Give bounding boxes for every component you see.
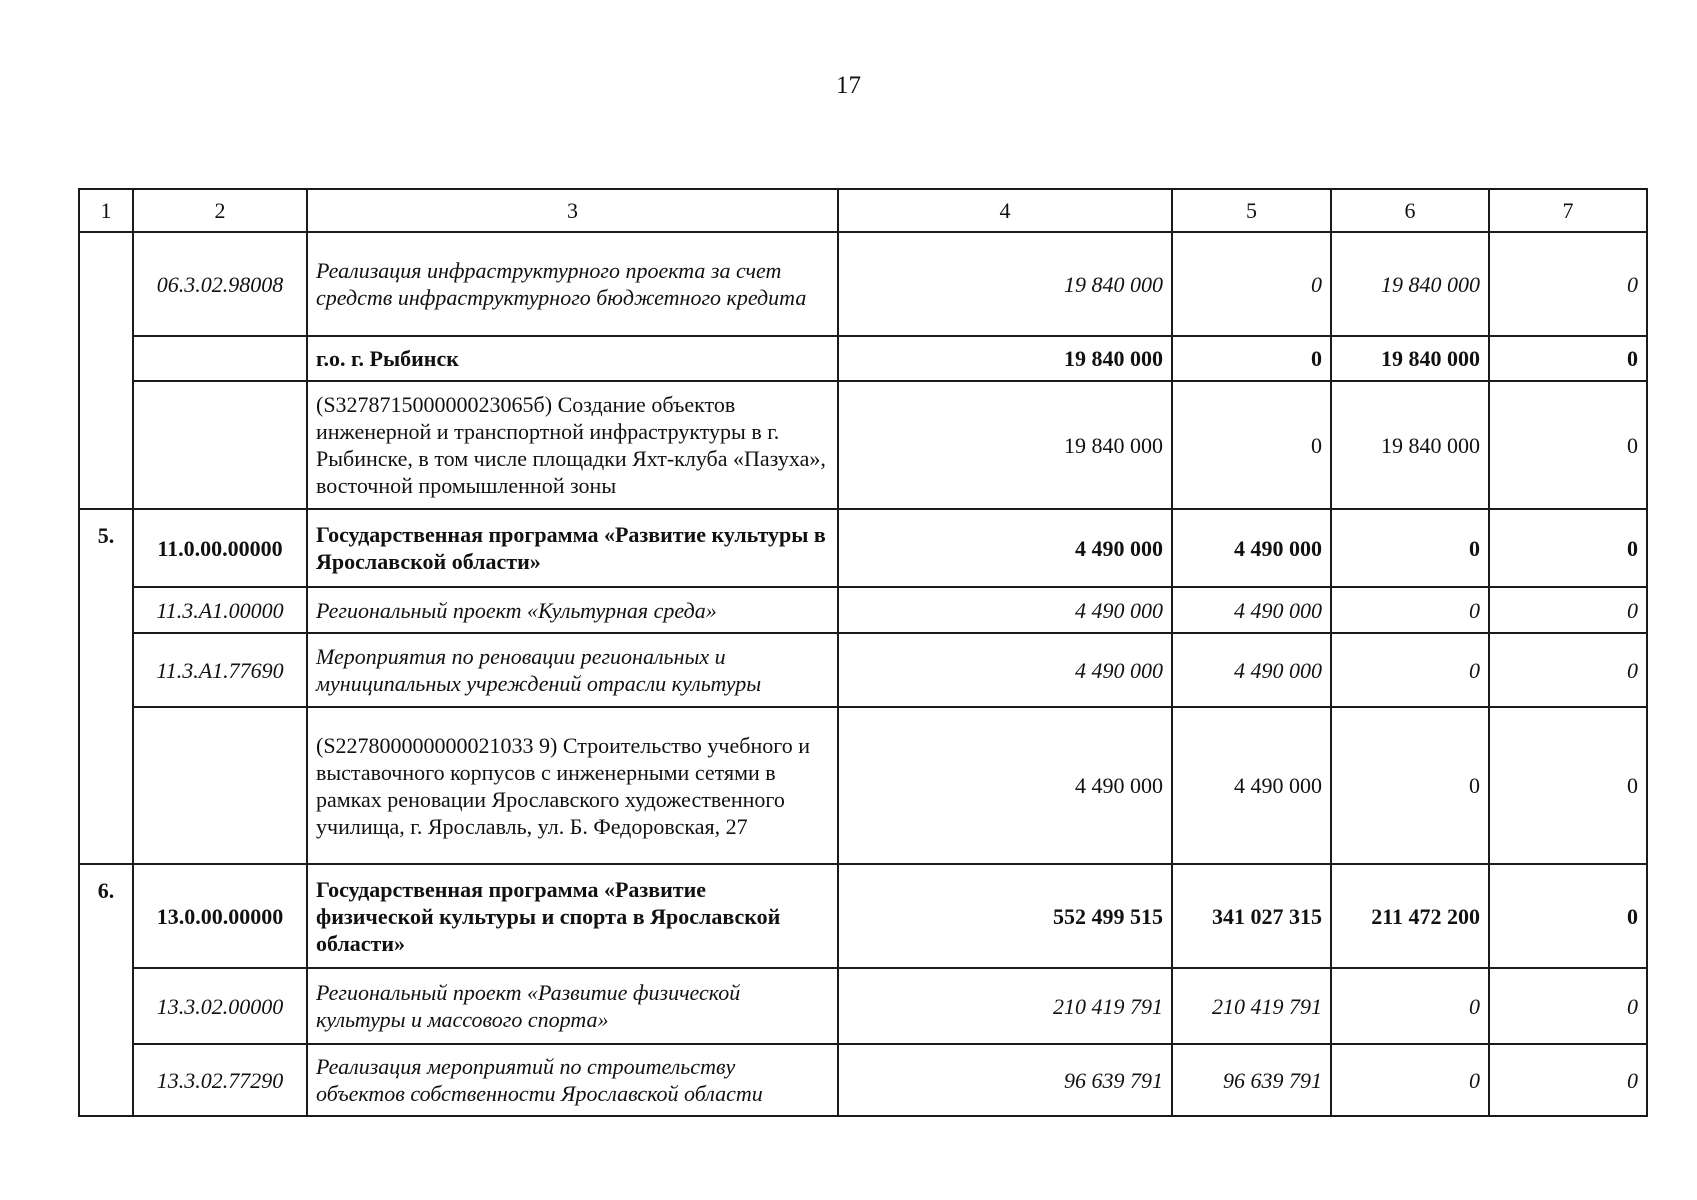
page-number: 17 <box>836 72 861 99</box>
name-cell: Реализация мероприятий по строительству объектов собственности Ярославской области <box>307 1044 838 1116</box>
table-row <box>79 509 1647 587</box>
header-cell-1: 1 <box>79 189 133 232</box>
value-cell-7: 0 <box>1489 232 1647 336</box>
value-cell-7: 0 <box>1489 707 1647 864</box>
header-cell-4: 4 <box>838 189 1172 232</box>
header-cell-7: 7 <box>1489 189 1647 232</box>
code-cell: 11.0.00.00000 <box>133 509 307 587</box>
value-cell-5: 4 490 000 <box>1172 707 1331 864</box>
name-cell: (S327871500000023065б) Создание объектов инженерной и транспортной инфраструктуры в г. Рыбинске, в том числе площадки Яхт-клуба «Пазуха», восточной промышленной зоны <box>307 381 838 509</box>
value-cell-5: 0 <box>1172 232 1331 336</box>
value-cell-5: 4 490 000 <box>1172 587 1331 633</box>
name-cell: Государственная программа «Развитие физической культуры и спорта в Ярославской области» <box>307 864 838 968</box>
value-cell-4: 19 840 000 <box>838 232 1172 336</box>
table-row <box>79 587 1647 633</box>
table-header-row <box>79 189 1647 232</box>
row-number-cell: 5. <box>79 509 133 864</box>
name-cell: Региональный проект «Развитие физической культуры и массового спорта» <box>307 968 838 1044</box>
value-cell-7: 0 <box>1489 1044 1647 1116</box>
value-cell-6: 0 <box>1331 509 1489 587</box>
value-cell-7: 0 <box>1489 587 1647 633</box>
value-cell-5: 210 419 791 <box>1172 968 1331 1044</box>
code-cell <box>133 707 307 864</box>
value-cell-4: 19 840 000 <box>838 336 1172 381</box>
value-cell-4: 4 490 000 <box>838 633 1172 707</box>
table-row <box>79 336 1647 381</box>
code-cell: 11.3.A1.77690 <box>133 633 307 707</box>
table-row <box>79 633 1647 707</box>
value-cell-7: 0 <box>1489 968 1647 1044</box>
header-cell-2: 2 <box>133 189 307 232</box>
value-cell-6: 0 <box>1331 707 1489 864</box>
header-cell-5: 5 <box>1172 189 1331 232</box>
value-cell-6: 0 <box>1331 587 1489 633</box>
table-row <box>79 864 1647 968</box>
value-cell-4: 552 499 515 <box>838 864 1172 968</box>
code-cell <box>133 336 307 381</box>
value-cell-6: 0 <box>1331 968 1489 1044</box>
value-cell-5: 341 027 315 <box>1172 864 1331 968</box>
code-cell: 06.3.02.98008 <box>133 232 307 336</box>
value-cell-5: 0 <box>1172 381 1331 509</box>
value-cell-6: 211 472 200 <box>1331 864 1489 968</box>
table-row <box>79 232 1647 336</box>
row-number-cell: 6. <box>79 864 133 1116</box>
value-cell-4: 96 639 791 <box>838 1044 1172 1116</box>
name-cell: Реализация инфраструктурного проекта за счет средств инфраструктурного бюджетного кредита <box>307 232 838 336</box>
value-cell-6: 19 840 000 <box>1331 381 1489 509</box>
table-row <box>79 381 1647 509</box>
header-cell-6: 6 <box>1331 189 1489 232</box>
code-cell <box>133 381 307 509</box>
value-cell-7: 0 <box>1489 381 1647 509</box>
name-cell: (S227800000000021033 9) Строительство учебного и выставочного корпусов с инженерными сетями в рамках реновации Ярославского художественного училища, г. Ярославль, ул. Б. Федоровская, 27 <box>307 707 838 864</box>
code-cell: 13.0.00.00000 <box>133 864 307 968</box>
table-row <box>79 1044 1647 1116</box>
value-cell-4: 210 419 791 <box>838 968 1172 1044</box>
name-cell: г.о. г. Рыбинск <box>307 336 838 381</box>
value-cell-7: 0 <box>1489 336 1647 381</box>
value-cell-7: 0 <box>1489 509 1647 587</box>
value-cell-6: 19 840 000 <box>1331 336 1489 381</box>
budget-table <box>78 188 1648 1117</box>
value-cell-4: 19 840 000 <box>838 381 1172 509</box>
value-cell-4: 4 490 000 <box>838 707 1172 864</box>
code-cell: 13.3.02.00000 <box>133 968 307 1044</box>
name-cell: Региональный проект «Культурная среда» <box>307 587 838 633</box>
value-cell-5: 0 <box>1172 336 1331 381</box>
value-cell-6: 19 840 000 <box>1331 232 1489 336</box>
code-cell: 13.3.02.77290 <box>133 1044 307 1116</box>
value-cell-4: 4 490 000 <box>838 587 1172 633</box>
name-cell: Мероприятия по реновации региональных и муниципальных учреждений отрасли культуры <box>307 633 838 707</box>
table-row <box>79 707 1647 864</box>
code-cell: 11.3.A1.00000 <box>133 587 307 633</box>
table-row <box>79 968 1647 1044</box>
name-cell: Государственная программа «Развитие культуры в Ярославской области» <box>307 509 838 587</box>
value-cell-6: 0 <box>1331 633 1489 707</box>
value-cell-5: 4 490 000 <box>1172 633 1331 707</box>
value-cell-5: 96 639 791 <box>1172 1044 1331 1116</box>
value-cell-7: 0 <box>1489 633 1647 707</box>
header-cell-3: 3 <box>307 189 838 232</box>
value-cell-5: 4 490 000 <box>1172 509 1331 587</box>
row-number-cell <box>79 232 133 509</box>
value-cell-7: 0 <box>1489 864 1647 968</box>
value-cell-4: 4 490 000 <box>838 509 1172 587</box>
value-cell-6: 0 <box>1331 1044 1489 1116</box>
